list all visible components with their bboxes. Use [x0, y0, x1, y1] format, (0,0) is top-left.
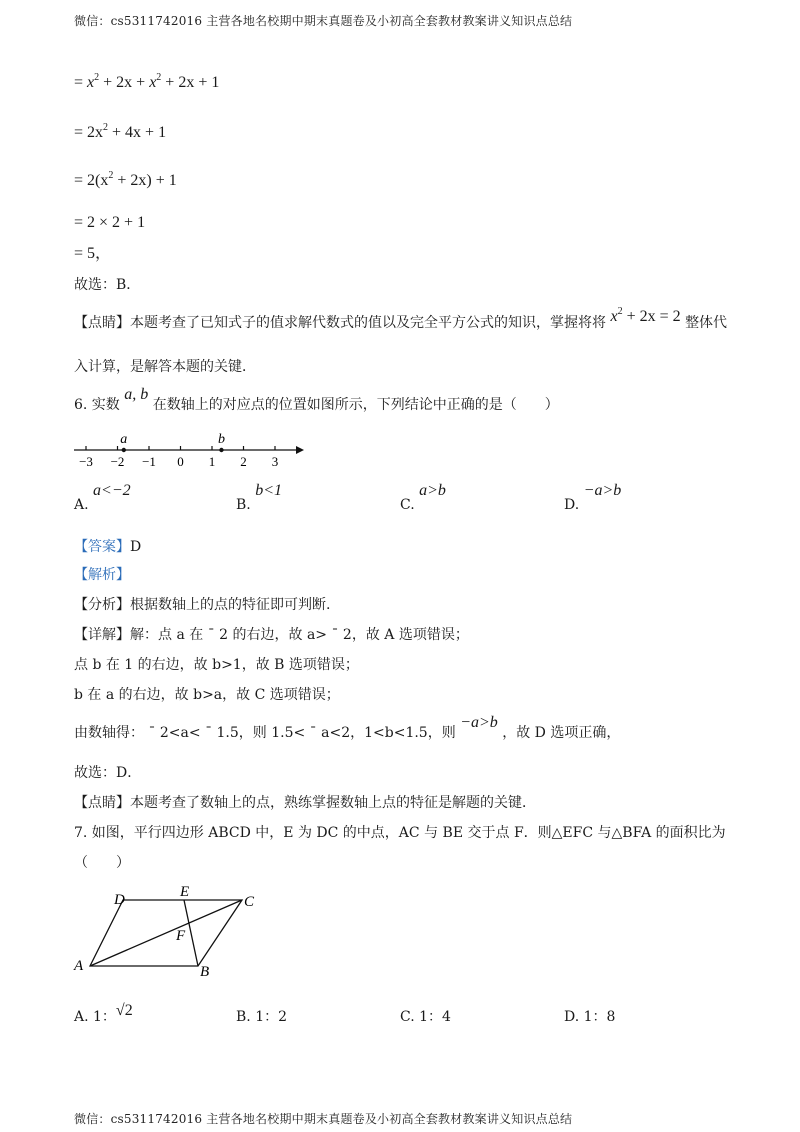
q6-select: 故选：D． [74, 765, 142, 781]
axis-tick-label: 2 [240, 454, 247, 469]
vertex-label-c: C [244, 894, 255, 910]
point-a-dot [122, 448, 126, 452]
q6-detail-2: 点 b 在 1 的右边，故 b>1，故 B 选项错误； [74, 657, 359, 673]
q5-select: 故选：B． [74, 277, 141, 293]
q6-comment: 【点睛】本题考查了数轴上的点，熟练掌握数轴上点的特征是解题的关键． [74, 795, 536, 811]
q6-answer: 【答案】D [74, 539, 142, 555]
step-4: = 2 × 2 + 1 [74, 214, 146, 231]
q6-detail-1: 【详解】解：点 a 在 ˉ 2 的右边，故 a> ˉ 2，故 A 选项错误； [74, 627, 469, 643]
q6-fenxi: 【分析】根据数轴上的点的特征即可判断. [74, 597, 331, 613]
q5-comment-cont: 入计算，是解答本题的关键． [74, 359, 256, 375]
vertex-label-a: A [74, 958, 84, 974]
axis-tick-label: 3 [271, 454, 279, 469]
q7-stem: 7. 如图，平行四边形 ABCD 中，E 为 DC 的中点，AC 与 BE 交于点 F．则△EFC 与△BFA 的面积比为 [74, 825, 726, 841]
parallelogram-figure [70, 880, 270, 980]
q7-stem-paren: （ ） [74, 855, 130, 871]
point-label-f: F [176, 928, 186, 944]
number-line [70, 428, 310, 470]
axis-tick-label: −1 [142, 454, 156, 469]
q7-option-d: D. 1：8 [564, 1009, 616, 1025]
axis-tick-label: −2 [110, 454, 125, 469]
vertex-label-d: D [114, 892, 125, 908]
q7-option-c: C. 1：4 [400, 1009, 451, 1025]
axis-tick-label: 1 [208, 454, 216, 469]
q6-option-a: A. a<−2 [74, 482, 131, 513]
point-a-label: a [120, 432, 128, 447]
q5-comment: 【点睛】本题考查了已知式子的值求解代数式的值以及完全平方公式的知识，掌握将将 $x^2 + 2x = 2$ 整体代 [74, 306, 728, 331]
q7-option-b: B. 1：2 [236, 1009, 288, 1025]
point-b-dot [219, 448, 223, 452]
q6-option-b: B. b<1 [236, 482, 282, 513]
axis-tick-label: 0 [177, 454, 184, 469]
q6-option-d: D. −a>b [564, 482, 622, 513]
step-5: = 5， [74, 245, 112, 262]
q6-stem: 6. 实数 a, b 在数轴上的对应点的位置如图所示，下列结论中正确的是（ ） [74, 386, 559, 413]
q6-analysis-label: 【解析】 [74, 567, 130, 583]
page-footer: 微信：cs5311742016 主营各地名校期中期末真题卷及小初高全套教材教案讲义知识点总结 [74, 1112, 573, 1126]
axis-tick-label: −3 [79, 454, 93, 469]
point-label-e: E [180, 884, 190, 900]
vertex-label-b: B [200, 964, 210, 980]
step-2: = $2x^2 + 4x + 1$ [74, 122, 167, 141]
point-b-label: b [217, 432, 225, 447]
step-1: = $x^2 + 2x + x^2 + 2x + 1$ [74, 72, 220, 91]
q7-option-a: A. 1：√2 [74, 1002, 133, 1025]
step-3: = $2(x^2 + 2x) + 1$ [74, 170, 177, 189]
q6-option-c: C. a>b [400, 482, 446, 513]
q6-detail-4: 由数轴得： ˉ 2<a< ˉ 1.5，则 1.5< ˉ a<2，1<b<1.5，则 −a>b ，故 D 选项正确， [74, 714, 621, 741]
q6-detail-3: b 在 a 的右边，故 b>a，故 C 选项错误； [74, 687, 340, 703]
page-header: 微信：cs5311742016 主营各地名校期中期末真题卷及小初高全套教材教案讲义知识点总结 [74, 14, 573, 28]
